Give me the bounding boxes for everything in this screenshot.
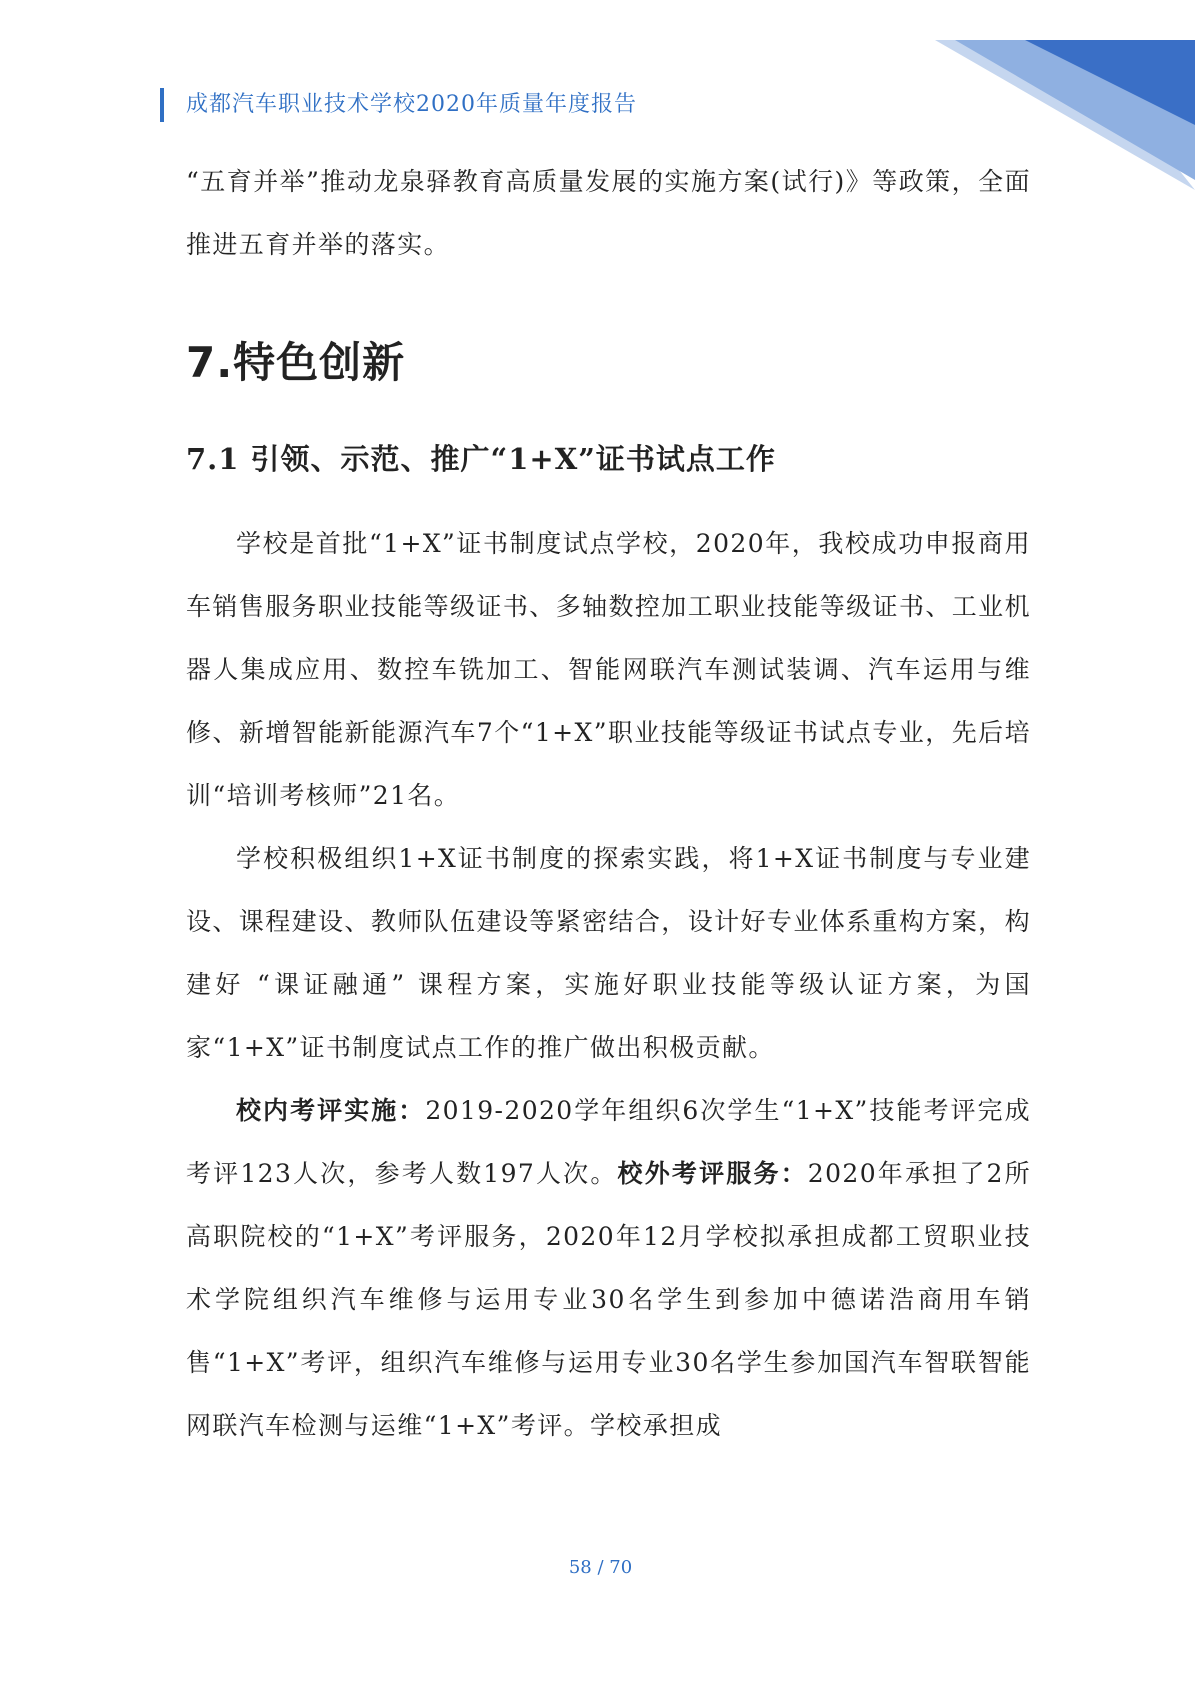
page-number: 58 / 70 (568, 1557, 633, 1578)
paragraph-assessment (186, 1079, 1031, 1457)
external-assessment-text: 2020年承担了2所高职院校的“1+X”考评服务，2020年12月学校拟承担成都工贸职业技术学院组织汽车维修与运用专业30名学生到参加中德诺浩商用车销售“1+X”考评，组织汽车维修与运用专业30名学生参加国汽车智联智能网联汽车检测与运维“1+X”考评。学校承担成 (186, 1159, 1031, 1440)
report-header-title: 成都汽车职业技术学校2020年质量年度报告 (186, 92, 637, 117)
internal-assessment-text: 2019-2020学年组织6次学生“1+X”技能考评完成考评123人次，参考人数197人次。 (186, 1096, 1031, 1188)
section-heading: 7.特色创新 (186, 338, 406, 387)
external-assessment-label: 校外考评服务： (617, 1159, 808, 1188)
subsection-heading: 7.1 引领、示范、推广“1+X”证书试点工作 (186, 442, 776, 476)
paragraph-exploration-practice: 学校积极组织1+X证书制度的探索实践，将1+X证书制度与专业建设、课程建设、教师队伍建设等紧密结合，设计好专业体系重构方案，构建好 “课证融通” 课程方案，实施好职业技能等级认证方案，为国家“1+X”证书制度试点工作的推广做出积极贡献。 (186, 844, 1031, 1062)
internal-assessment-label: 校内考评实施： (236, 1096, 426, 1125)
paragraph-certificate-pilot: 学校是首批“1+X”证书制度试点学校，2020年，我校成功申报商用车销售服务职业技能等级证书、多轴数控加工职业技能等级证书、工业机器人集成应用、数控车铣加工、智能网联汽车测试装调、汽车运用与维修、新增智能新能源汽车7个“1+X”职业技能等级证书试点专业，先后培训“培训考核师”21名。 (186, 529, 1031, 810)
header-accent-bar (160, 88, 164, 122)
page-body (186, 150, 1031, 1457)
intro-paragraph: “五育并举”推动龙泉驿教育高质量发展的实施方案(试行)》等政策，全面推进五育并举的落实。 (186, 167, 1031, 259)
